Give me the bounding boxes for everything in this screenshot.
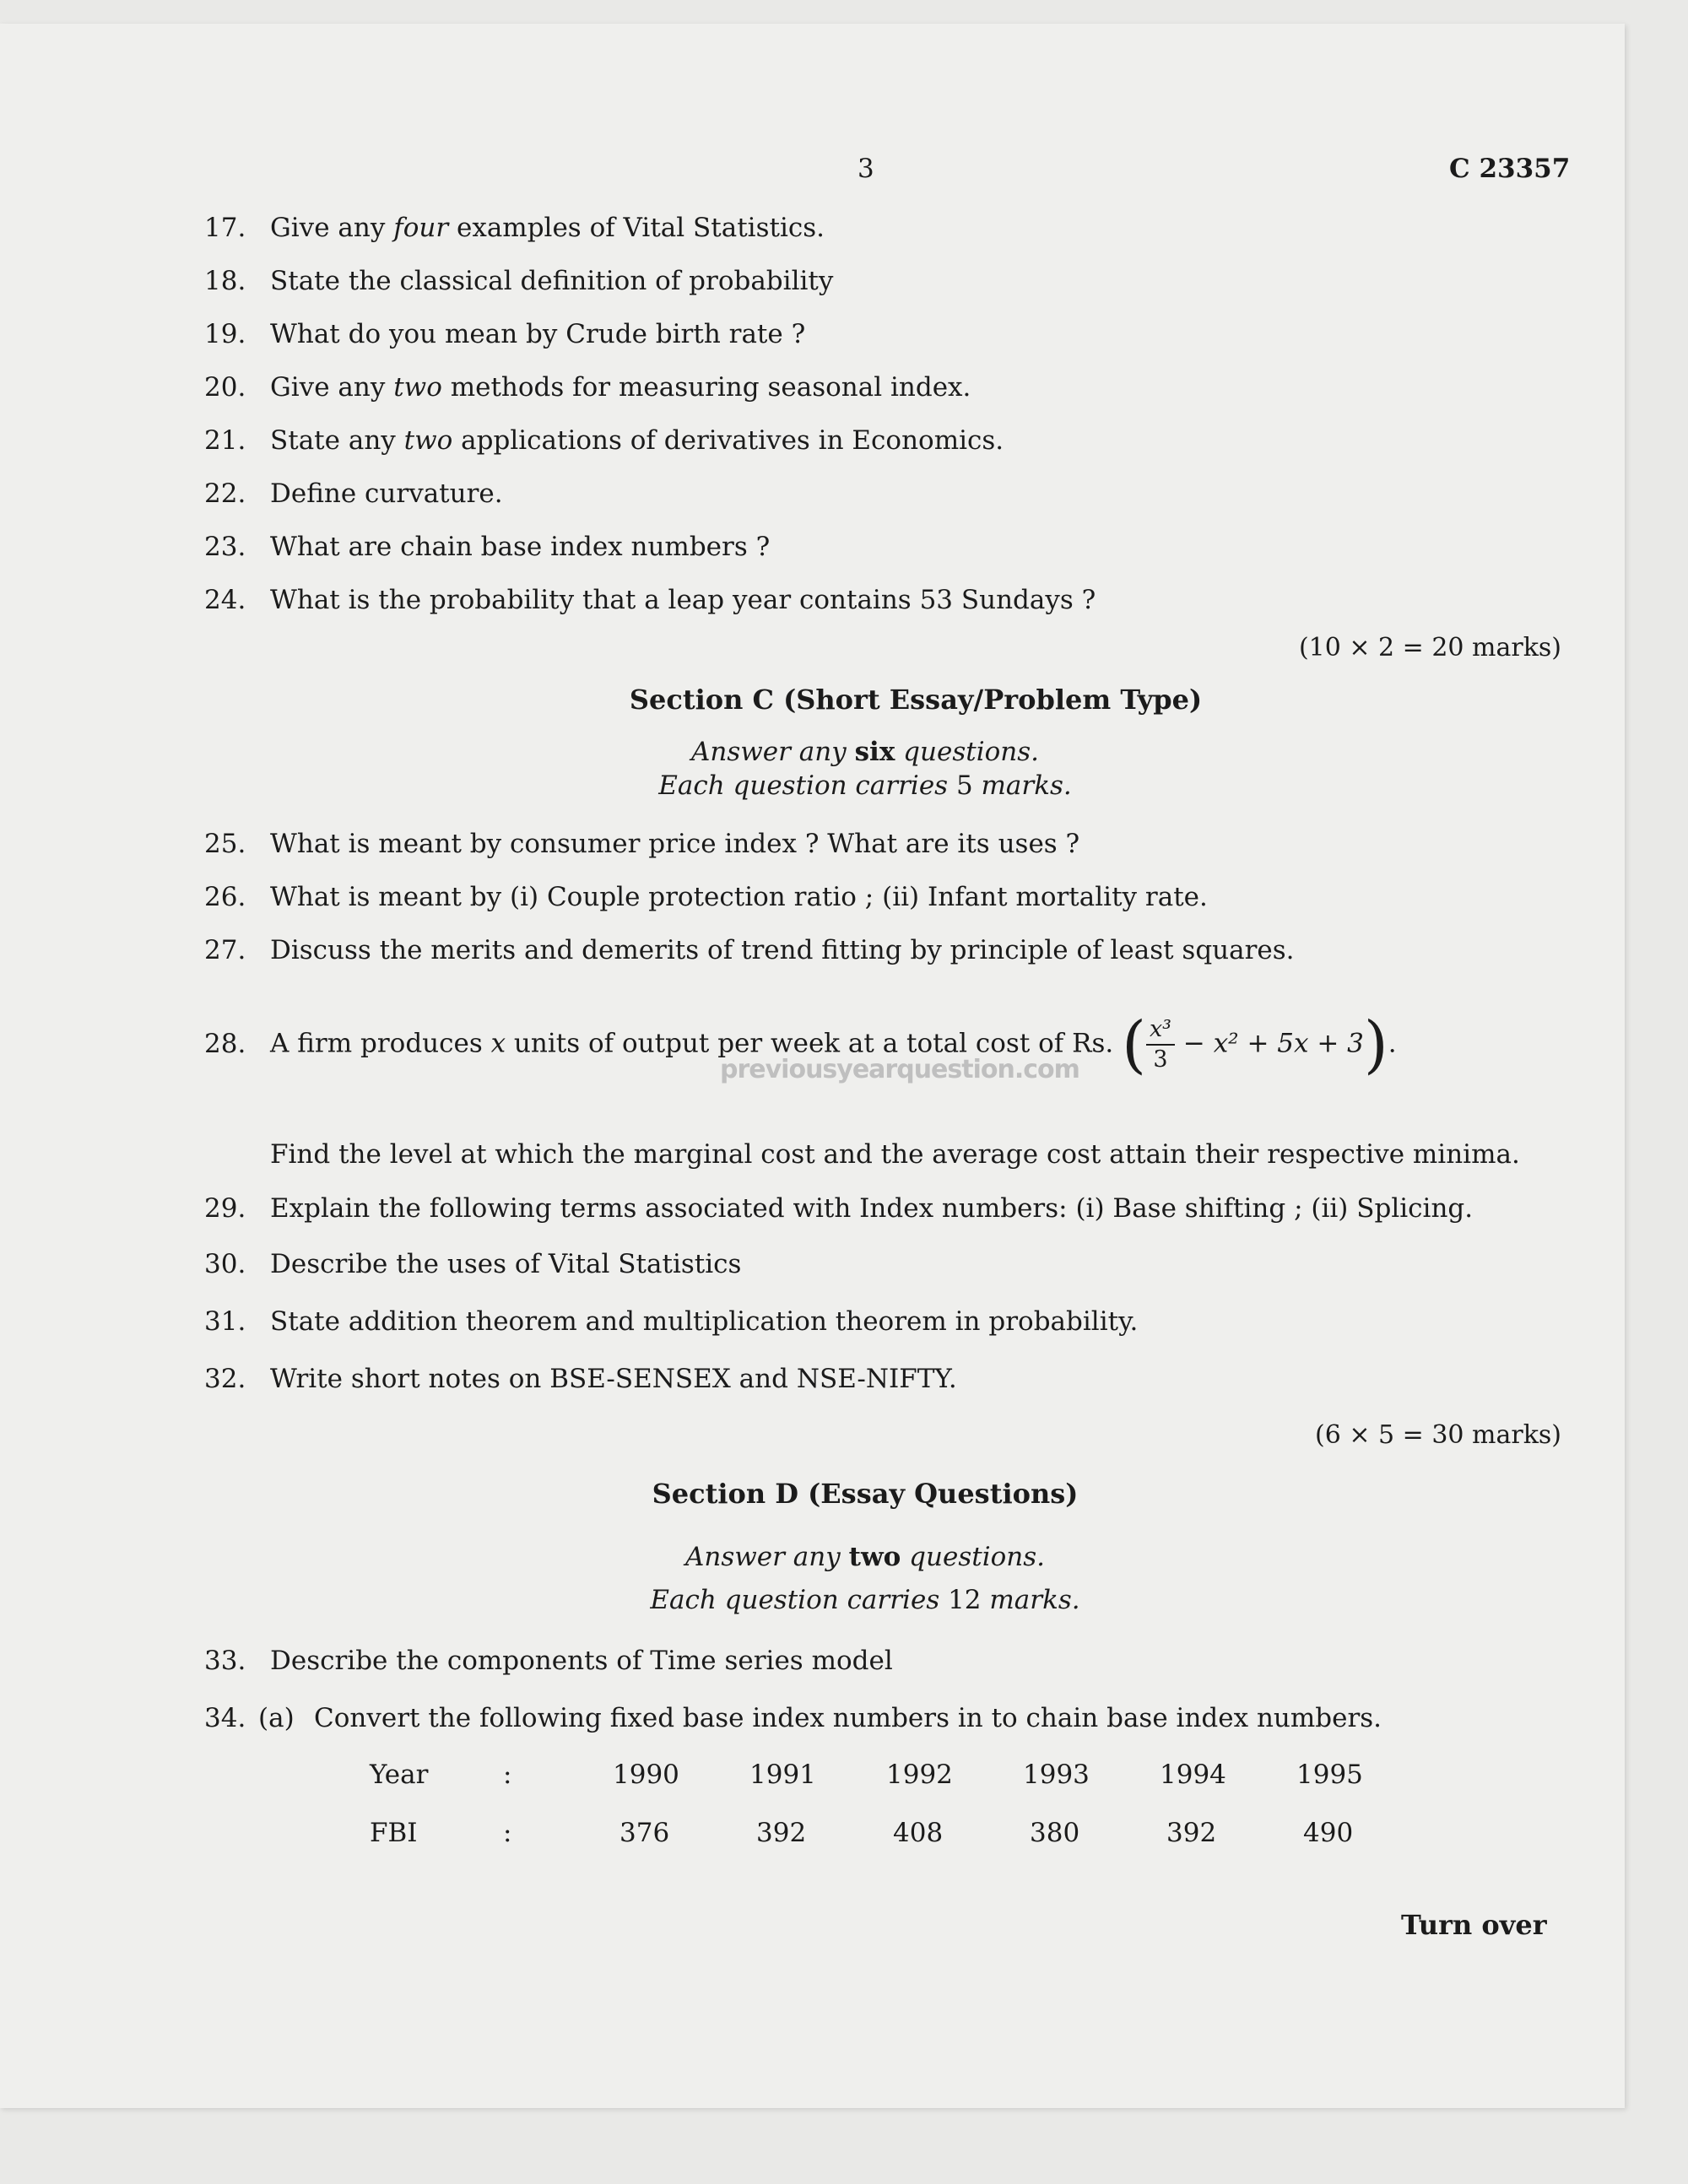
- question-19: 19. What do you mean by Crude birth rate ?: [204, 319, 806, 349]
- fbi-cell: 376: [619, 1818, 670, 1848]
- year-cell: 1993: [1023, 1760, 1090, 1790]
- question-26: 26. What is meant by (i) Couple protection ratio ; (ii) Infant mortality rate.: [204, 882, 1208, 912]
- row-label-year: Year: [370, 1760, 429, 1790]
- section-d-instruction-1: Answer any two questions.: [684, 1542, 1045, 1572]
- fbi-cell: 408: [893, 1818, 944, 1848]
- question-34a: 34. (a) Convert the following fixed base index numbers in to chain base index numbers.: [204, 1703, 1382, 1733]
- section-d-instruction-2: Each question carries 12 marks.: [650, 1585, 1080, 1615]
- question-17: 17. Give any four examples of Vital Statistics.: [204, 213, 825, 243]
- right-paren-icon: ): [1363, 1008, 1388, 1081]
- page-number: 3: [858, 154, 874, 184]
- fbi-cell: 490: [1303, 1818, 1354, 1848]
- row-colon-year: :: [503, 1760, 512, 1790]
- question-22: 22. Define curvature.: [204, 478, 503, 509]
- section-b-marks: (10 × 2 = 20 marks): [1298, 633, 1561, 662]
- question-24: 24. What is the probability that a leap year contains 53 Sundays ?: [204, 585, 1096, 615]
- question-27: 27. Discuss the merits and demerits of trend fitting by principle of least squares.: [204, 935, 1295, 965]
- section-c-instruction-2: Each question carries 5 marks.: [658, 770, 1072, 801]
- question-30: 30. Describe the uses of Vital Statistics: [204, 1249, 742, 1279]
- question-28-line-2: Find the level at which the marginal cost and the average cost attain their respective minima.: [270, 1139, 1520, 1170]
- section-c-instruction-1: Answer any six questions.: [690, 737, 1040, 767]
- question-32: 32. Write short notes on BSE-SENSEX and NSE-NIFTY.: [204, 1364, 957, 1394]
- question-23: 23. What are chain base index numbers ?: [204, 532, 771, 562]
- year-cell: 1992: [886, 1760, 953, 1790]
- question-25: 25. What is meant by consumer price index ? What are its uses ?: [204, 829, 1080, 859]
- section-d-title: Section D (Essay Questions): [652, 1478, 1079, 1510]
- question-18: 18. State the classical definition of probability: [204, 266, 834, 296]
- paper-code: C 23357: [1449, 154, 1571, 184]
- fbi-cell: 392: [1166, 1818, 1217, 1848]
- row-colon-fbi: :: [503, 1818, 512, 1848]
- year-cell: 1994: [1160, 1760, 1226, 1790]
- left-paren-icon: (: [1122, 1008, 1146, 1081]
- year-cell: 1990: [613, 1760, 679, 1790]
- question-33: 33. Describe the components of Time series model: [204, 1646, 893, 1676]
- cost-fraction: $\frac{\text{x³}}{3}$: [1146, 1015, 1175, 1074]
- fbi-cell: 392: [756, 1818, 807, 1848]
- fbi-cell: 380: [1030, 1818, 1080, 1848]
- row-label-fbi: FBI: [370, 1818, 418, 1848]
- section-c-title: Section C (Short Essay/Problem Type): [629, 684, 1203, 716]
- turn-over-note: Turn over: [1401, 1909, 1547, 1941]
- year-cell: 1995: [1296, 1760, 1363, 1790]
- question-28: 28. A firm produces x units of output per week at a total cost of Rs. ( $\frac{\text{x³}}{3}$ − x² + 5x + 3).: [204, 1008, 1397, 1081]
- year-cell: 1991: [749, 1760, 816, 1790]
- question-29: 29. Explain the following terms associated with Index numbers: (i) Base shifting ; (ii) Splicing.: [204, 1193, 1474, 1224]
- section-c-marks: (6 × 5 = 30 marks): [1315, 1420, 1561, 1450]
- question-20: 20. Give any two methods for measuring seasonal index.: [204, 372, 971, 403]
- watermark-text: previousyearquestion.com: [720, 1055, 1079, 1084]
- question-31: 31. State addition theorem and multiplication theorem in probability.: [204, 1306, 1139, 1337]
- question-21: 21. State any two applications of derivatives in Economics.: [204, 425, 1004, 456]
